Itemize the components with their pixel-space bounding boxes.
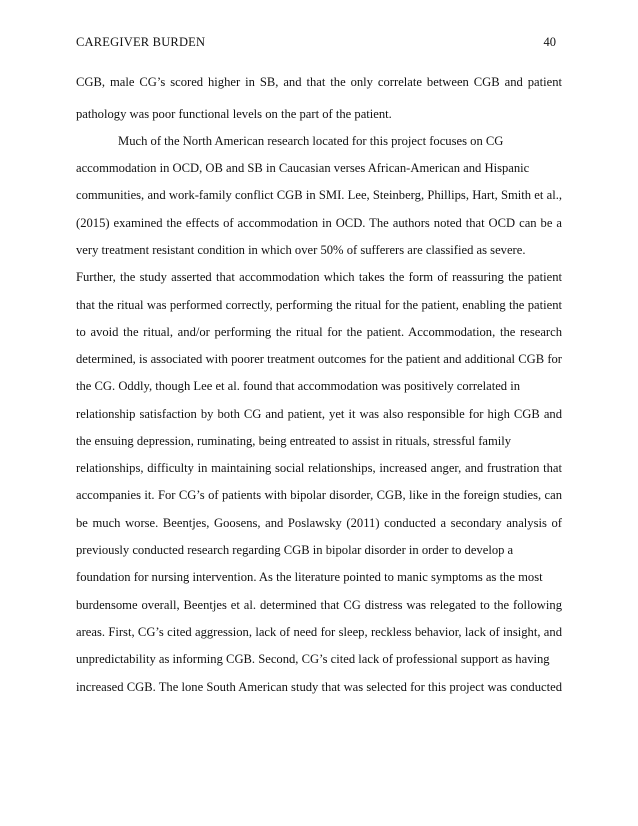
text-line: accommodation in OCD, OB and SB in Caucasian verses African-American and Hispanic (76, 161, 530, 175)
text-line: CGB, male CG’s scored higher in SB, and that the only correlate between CGB and patient (76, 75, 562, 89)
text-line: communities, and work-family conflict CGB in SMI. Lee, Steinberg, Phillips, Hart, Smith et al., (76, 188, 562, 202)
text-line: pathology was poor functional levels on the part of the patient. (76, 107, 392, 121)
text-line: Further, the study asserted that accommodation which takes the form of reassuring the patient (76, 270, 562, 284)
text-line: (2015) examined the effects of accommodation in OCD. The authors noted that OCD can be a (76, 216, 562, 230)
text-line-indented: Much of the North American research located for this project focuses on CG (118, 134, 504, 148)
text-line: that the ritual was performed correctly, performing the ritual for the patient, enabling the patient (76, 298, 562, 312)
text-line: very treatment resistant condition in which over 50% of sufferers are classified as severe. (76, 243, 526, 257)
text-line: be much worse. Beentjes, Goosens, and Poslawsky (2011) conducted a secondary analysis of (76, 516, 562, 530)
text-line: increased CGB. The lone South American study that was selected for this project was conducted (76, 680, 562, 694)
page-number: 40 (543, 35, 556, 49)
running-head: CAREGIVER BURDEN (76, 35, 206, 49)
text-line: areas. First, CG’s cited aggression, lack of need for sleep, reckless behavior, lack of insight, and (76, 625, 562, 639)
text-line: relationship satisfaction by both CG and patient, yet it was also responsible for high CGB and (76, 407, 562, 421)
text-line: relationships, difficulty in maintaining social relationships, increased anger, and frustration that (76, 461, 562, 475)
text-line: accompanies it. For CG’s of patients with bipolar disorder, CGB, like in the foreign studies, can (76, 488, 562, 502)
text-line: to avoid the ritual, and/or performing the ritual for the patient. Accommodation, the research (76, 325, 562, 339)
text-line: burdensome overall, Beentjes et al. determined that CG distress was relegated to the following (76, 598, 562, 612)
text-line: unpredictability as informing CGB. Second, CG’s cited lack of professional support as having (76, 652, 550, 666)
text-line: previously conducted research regarding CGB in bipolar disorder in order to develop a (76, 543, 514, 557)
text-line: determined, is associated with poorer treatment outcomes for the patient and additional CGB for (76, 352, 562, 366)
text-line: the CG. Oddly, though Lee et al. found that accommodation was positively correlated in (76, 379, 521, 393)
text-line: foundation for nursing intervention. As the literature pointed to manic symptoms as the most (76, 570, 543, 584)
text-line: the ensuing depression, ruminating, being entreated to assist in rituals, stressful family (76, 434, 512, 448)
